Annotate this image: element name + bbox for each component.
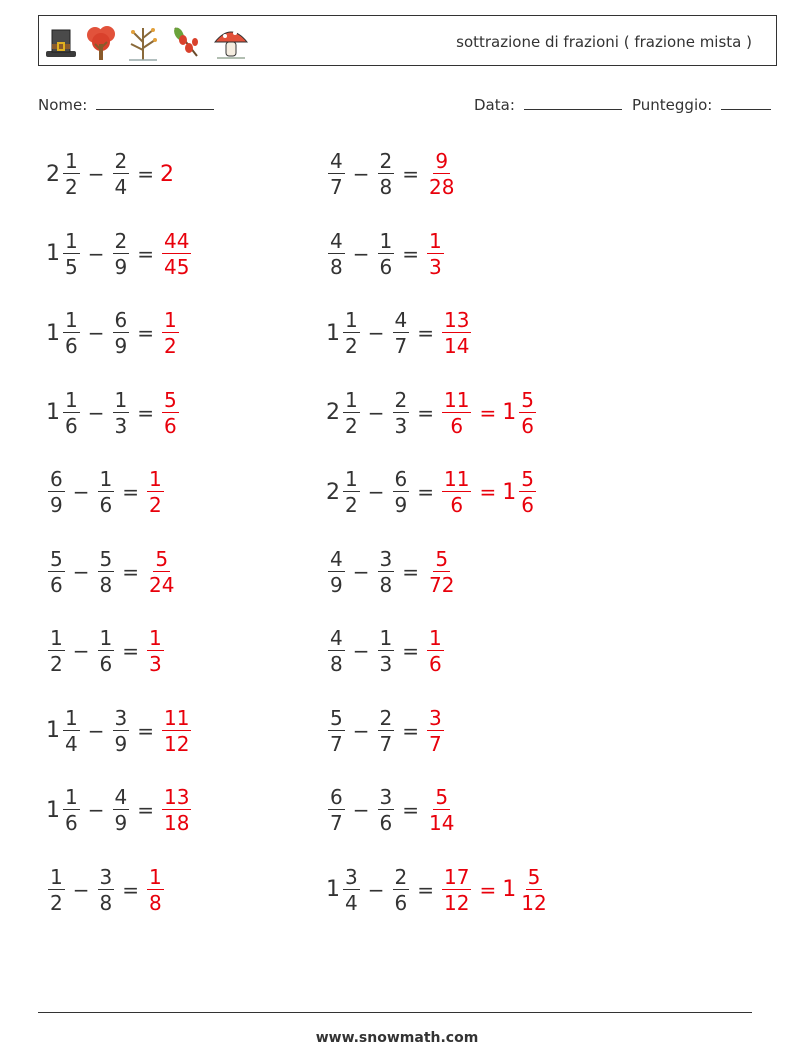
equals-sign: = [417, 877, 434, 902]
minuend-whole: 1 [46, 718, 60, 743]
equals-sign: = [402, 559, 419, 584]
subtrahend-denominator: 6 [379, 254, 393, 279]
minuend-fraction [63, 151, 80, 197]
minuend-numerator: 1 [65, 387, 78, 412]
minuend-fraction [63, 310, 80, 356]
problem-item [326, 616, 446, 686]
minuend-numerator: 1 [65, 308, 78, 332]
equals-sign: = [417, 400, 434, 425]
equals-sign: = [122, 639, 139, 663]
subtrahend-fraction [98, 469, 115, 515]
footer-url: www.snowmath.com [315, 1030, 479, 1046]
subtrahend-fraction [378, 546, 395, 597]
answer-numerator: 13 [444, 308, 470, 332]
subtrahend-fraction [113, 705, 130, 756]
minuend-whole: 1 [326, 877, 340, 902]
subtrahend-denominator: 9 [394, 493, 408, 517]
subtrahend-fraction [393, 387, 410, 438]
equals-sign: = [402, 639, 419, 663]
equals-sign: = [402, 718, 419, 743]
minus-sign: − [72, 639, 90, 663]
subtrahend-numerator: 4 [394, 308, 408, 332]
answer-fraction [442, 310, 471, 356]
answer-denominator: 7 [429, 731, 442, 756]
minuend-fraction [63, 705, 80, 756]
equals-sign: = [122, 559, 139, 584]
subtrahend-numerator: 6 [114, 308, 128, 332]
problem-item [46, 537, 178, 607]
problem-item [326, 298, 473, 368]
answer-fraction [442, 469, 471, 515]
answer-fraction [147, 546, 176, 597]
minus-sign: − [87, 241, 105, 266]
answer [440, 387, 538, 438]
answer-denominator: 6 [164, 413, 177, 438]
answer-denominator: 72 [429, 572, 455, 597]
minuend-denominator: 8 [330, 254, 343, 279]
subtrahend-numerator: 2 [379, 705, 393, 730]
minuend-fraction [48, 628, 65, 674]
subtrahend-numerator: 4 [114, 785, 128, 809]
minuend-numerator: 1 [65, 785, 78, 809]
answer [145, 469, 166, 515]
minuend-fraction [343, 864, 360, 915]
minuend-numerator: 1 [345, 387, 358, 412]
subtrahend-fraction [98, 628, 115, 674]
answer [425, 705, 446, 756]
problem-item [326, 378, 538, 448]
minuend-denominator: 4 [345, 890, 358, 915]
equals-sign: = [137, 241, 154, 266]
answer-denominator: 6 [450, 413, 464, 438]
minus-sign: − [87, 798, 105, 822]
subtrahend-numerator: 2 [394, 864, 408, 889]
minuend-denominator: 2 [345, 413, 358, 438]
minuend-denominator: 8 [330, 652, 343, 676]
minuend-denominator: 7 [330, 731, 343, 756]
subtrahend-denominator: 9 [114, 811, 128, 835]
minuend-denominator: 2 [345, 334, 358, 358]
answer-numerator: 5 [435, 546, 449, 571]
minuend-numerator: 1 [65, 149, 78, 173]
minuend-fraction [48, 469, 65, 515]
answer-fraction [427, 705, 444, 756]
subtrahend-numerator: 3 [99, 864, 113, 889]
answer-whole: 1 [502, 479, 517, 505]
minuend-numerator: 1 [50, 626, 63, 650]
minus-sign: − [72, 480, 90, 504]
subtrahend-fraction [378, 705, 395, 756]
problem-item [326, 457, 538, 527]
answer-numerator: 5 [521, 467, 534, 491]
minuend-whole: 1 [46, 241, 60, 266]
answer-denominator: 18 [164, 811, 190, 835]
minuend-denominator: 7 [330, 811, 343, 835]
equals-sign: = [402, 162, 419, 186]
minuend-denominator: 6 [65, 811, 78, 835]
minuend-whole: 1 [46, 400, 60, 425]
subtrahend-numerator: 1 [379, 228, 393, 253]
answer [160, 162, 175, 187]
answer-numerator: 1 [149, 864, 162, 889]
answer-denominator: 3 [149, 652, 162, 676]
answer [440, 310, 473, 356]
problem-item [46, 298, 181, 368]
answer-numerator: 17 [444, 864, 470, 889]
answer-numerator: 44 [164, 228, 190, 253]
minus-sign: − [352, 639, 370, 663]
answer-fraction [442, 864, 471, 915]
subtrahend-denominator: 8 [99, 572, 113, 597]
subtrahend-fraction [393, 310, 410, 356]
answer-fraction [519, 864, 548, 915]
subtrahend-denominator: 8 [379, 572, 393, 597]
answer-fraction [519, 469, 536, 515]
subtrahend-fraction [378, 787, 395, 833]
problem-item [46, 219, 193, 289]
minus-sign: − [72, 559, 90, 584]
minuend-numerator: 4 [330, 228, 343, 253]
minuend-numerator: 1 [345, 467, 358, 491]
answer-numerator: 1 [429, 228, 442, 253]
minuend-fraction [63, 228, 80, 279]
score-label: Punteggio: [632, 96, 713, 114]
equals-sign: = [137, 798, 154, 822]
minuend-fraction [63, 387, 80, 438]
minuend-whole: 1 [46, 797, 60, 823]
minus-sign: − [352, 559, 370, 584]
answer-numerator: 1 [429, 626, 442, 650]
subtrahend-denominator: 3 [379, 652, 393, 676]
subtrahend-fraction [378, 628, 395, 674]
date-label: Data: [474, 96, 515, 114]
answer [160, 787, 193, 833]
subtrahend-denominator: 6 [99, 652, 113, 676]
subtrahend-denominator: 6 [379, 811, 393, 835]
subtrahend-numerator: 2 [114, 228, 128, 253]
answer-denominator: 12 [164, 731, 190, 756]
minuend-fraction [343, 387, 360, 438]
problem-item [46, 855, 166, 925]
minuend-fraction [343, 310, 360, 356]
minuend-denominator: 9 [50, 493, 63, 517]
minuend-fraction [63, 787, 80, 833]
subtrahend-denominator: 9 [114, 731, 128, 756]
answer [160, 387, 181, 438]
problem-item [46, 616, 166, 686]
answer-numerator: 5 [521, 387, 534, 412]
minuend-numerator: 1 [50, 864, 63, 889]
answer [145, 864, 166, 915]
answer-fraction [147, 469, 164, 515]
minuend-whole: 2 [46, 161, 60, 187]
minus-sign: − [367, 480, 385, 504]
minuend-denominator: 5 [65, 254, 78, 279]
problem-item [326, 537, 458, 607]
minuend-denominator: 7 [330, 175, 343, 199]
minuend-whole: 1 [326, 320, 340, 346]
minuend-denominator: 9 [330, 572, 343, 597]
minuend-denominator: 2 [65, 175, 78, 199]
subtrahend-fraction [113, 228, 130, 279]
subtrahend-numerator: 3 [114, 705, 128, 730]
answer-denominator: 8 [149, 890, 162, 915]
minuend-fraction [328, 705, 345, 756]
answer-fraction [162, 310, 179, 356]
subtrahend-fraction [393, 864, 410, 915]
minus-sign: − [87, 718, 105, 743]
subtrahend-numerator: 1 [99, 626, 113, 650]
subtrahend-denominator: 7 [394, 334, 408, 358]
subtrahend-numerator: 1 [99, 467, 113, 491]
subtrahend-numerator: 2 [394, 387, 408, 412]
answer [160, 228, 193, 279]
answer-denominator: 6 [521, 413, 534, 438]
problem-item [46, 457, 166, 527]
minuend-fraction [328, 151, 345, 197]
minuend-numerator: 4 [330, 149, 343, 173]
answer-fraction [162, 705, 191, 756]
equals-sign: = [417, 480, 434, 504]
minus-sign: − [87, 321, 105, 345]
answer [425, 628, 446, 674]
minuend-denominator: 6 [65, 413, 78, 438]
subtrahend-denominator: 6 [394, 890, 408, 915]
subtrahend-numerator: 2 [379, 149, 393, 173]
answer-numerator: 5 [527, 864, 541, 889]
answer-denominator: 14 [429, 811, 455, 835]
answer-numerator: 11 [444, 387, 470, 412]
answer-fraction [519, 387, 536, 438]
minus-sign: − [87, 400, 105, 425]
subtrahend-denominator: 8 [99, 890, 113, 915]
minuend-whole: 2 [326, 479, 340, 505]
subtrahend-fraction [393, 469, 410, 515]
minuend-denominator: 2 [50, 890, 63, 915]
subtrahend-numerator: 3 [379, 785, 393, 809]
answer-numerator: 1 [149, 626, 162, 650]
subtrahend-fraction [113, 387, 130, 438]
answer-numerator: 5 [155, 546, 169, 571]
minuend-denominator: 6 [50, 572, 63, 597]
answer [425, 787, 458, 833]
answer-numerator: 9 [435, 149, 449, 173]
answer-fraction [427, 787, 456, 833]
answer-denominator: 6 [429, 652, 442, 676]
answer-denominator: 45 [164, 254, 190, 279]
subtrahend-fraction [378, 151, 395, 197]
subtrahend-numerator: 6 [394, 467, 408, 491]
subtrahend-numerator: 5 [99, 546, 113, 571]
subtrahend-denominator: 3 [114, 413, 128, 438]
minuend-whole: 2 [326, 400, 340, 425]
problem-item [46, 775, 193, 845]
answer-fraction [427, 628, 444, 674]
problem-item [326, 219, 446, 289]
answer-denominator: 3 [429, 254, 442, 279]
minus-sign: − [367, 400, 385, 425]
minus-sign: − [87, 162, 105, 186]
name-label: Nome: [38, 96, 88, 114]
equals-sign: = [122, 877, 139, 902]
subtrahend-fraction [113, 151, 130, 197]
answer-numerator: 3 [429, 705, 442, 730]
answer-fraction [147, 864, 164, 915]
minus-sign: − [367, 321, 385, 345]
answer-numerator: 1 [164, 308, 177, 332]
minus-sign: − [367, 877, 385, 902]
equals-sign: = [122, 480, 139, 504]
minus-sign: − [352, 162, 370, 186]
minuend-numerator: 5 [50, 546, 63, 571]
answer-denominator: 28 [429, 175, 455, 199]
subtrahend-numerator: 1 [379, 626, 393, 650]
subtrahend-denominator: 9 [114, 254, 128, 279]
subtrahend-numerator: 3 [379, 546, 393, 571]
minuend-fraction [328, 546, 345, 597]
subtrahend-denominator: 9 [114, 334, 128, 358]
minuend-numerator: 1 [345, 308, 358, 332]
minuend-fraction [328, 787, 345, 833]
subtrahend-fraction [98, 864, 115, 915]
equals-sign: = [402, 798, 419, 822]
minuend-whole: 1 [46, 320, 60, 346]
answer-denominator: 12 [521, 890, 547, 915]
problem-item [46, 696, 193, 766]
answer-fraction [162, 387, 179, 438]
problem-item [46, 139, 175, 209]
answer [425, 546, 458, 597]
answer-numerator: 5 [164, 387, 177, 412]
answer-denominator: 2 [164, 334, 177, 358]
problem-item [326, 139, 458, 209]
answer [440, 864, 551, 915]
answer-denominator: 14 [444, 334, 470, 358]
answer-equals-sign: = [479, 877, 497, 902]
minuend-numerator: 1 [65, 705, 78, 730]
answer [440, 469, 538, 515]
answer-fraction [427, 228, 444, 279]
answer-fraction [427, 546, 456, 597]
problem-item [326, 696, 446, 766]
minuend-fraction [328, 628, 345, 674]
subtrahend-denominator: 4 [114, 175, 128, 199]
equals-sign: = [137, 321, 154, 345]
minuend-numerator: 1 [65, 228, 78, 253]
footer-divider [38, 1012, 752, 1013]
answer-numerator: 13 [164, 785, 190, 809]
minuend-numerator: 6 [330, 785, 343, 809]
answer-fraction [162, 787, 191, 833]
subtrahend-fraction [378, 228, 395, 279]
answer-whole: 2 [160, 161, 174, 187]
subtrahend-numerator: 1 [114, 387, 128, 412]
answer-denominator: 24 [149, 572, 175, 597]
subtrahend-fraction [98, 546, 115, 597]
subtrahend-denominator: 3 [394, 413, 408, 438]
minuend-denominator: 2 [345, 493, 358, 517]
equals-sign: = [137, 718, 154, 743]
equals-sign: = [417, 321, 434, 345]
answer [160, 310, 181, 356]
minuend-numerator: 3 [345, 864, 358, 889]
problem-item [326, 775, 458, 845]
minuend-fraction [343, 469, 360, 515]
answer-equals-sign: = [479, 480, 497, 504]
answer-numerator: 11 [164, 705, 190, 730]
minuend-denominator: 2 [50, 652, 63, 676]
answer-fraction [442, 387, 471, 438]
minuend-fraction [328, 228, 345, 279]
problem-item [326, 855, 551, 925]
answer-numerator: 11 [444, 467, 470, 491]
answer [160, 705, 193, 756]
minuend-numerator: 5 [330, 705, 343, 730]
problem-item [46, 378, 181, 448]
subtrahend-denominator: 6 [99, 493, 113, 517]
minus-sign: − [352, 241, 370, 266]
answer-fraction [162, 228, 191, 279]
minus-sign: − [352, 718, 370, 743]
worksheet-title: sottrazione di frazioni ( frazione mista ) [456, 33, 752, 51]
answer-numerator: 5 [435, 785, 449, 809]
answer-denominator: 2 [149, 493, 162, 517]
equals-sign: = [137, 162, 154, 186]
answer [425, 228, 446, 279]
answer-denominator: 6 [450, 493, 464, 517]
minus-sign: − [352, 798, 370, 822]
answer-denominator: 6 [521, 493, 534, 517]
minuend-denominator: 6 [65, 334, 78, 358]
subtrahend-denominator: 8 [379, 175, 393, 199]
subtrahend-fraction [113, 787, 130, 833]
answer [145, 546, 178, 597]
minuend-numerator: 6 [50, 467, 63, 491]
minuend-fraction [48, 546, 65, 597]
answer [425, 151, 458, 197]
answer-fraction [147, 628, 164, 674]
equals-sign: = [402, 241, 419, 266]
minuend-fraction [48, 864, 65, 915]
subtrahend-numerator: 2 [114, 149, 128, 173]
minuend-denominator: 4 [65, 731, 78, 756]
answer-whole: 1 [502, 400, 517, 425]
subtrahend-fraction [113, 310, 130, 356]
minuend-numerator: 4 [330, 546, 343, 571]
answer [145, 628, 166, 674]
answer-whole: 1 [502, 877, 517, 902]
answer-fraction [427, 151, 456, 197]
answer-denominator: 12 [444, 890, 470, 915]
subtrahend-denominator: 7 [379, 731, 393, 756]
minuend-numerator: 4 [330, 626, 343, 650]
minus-sign: − [72, 877, 90, 902]
answer-numerator: 1 [149, 467, 162, 491]
equals-sign: = [137, 400, 154, 425]
answer-equals-sign: = [479, 400, 497, 425]
